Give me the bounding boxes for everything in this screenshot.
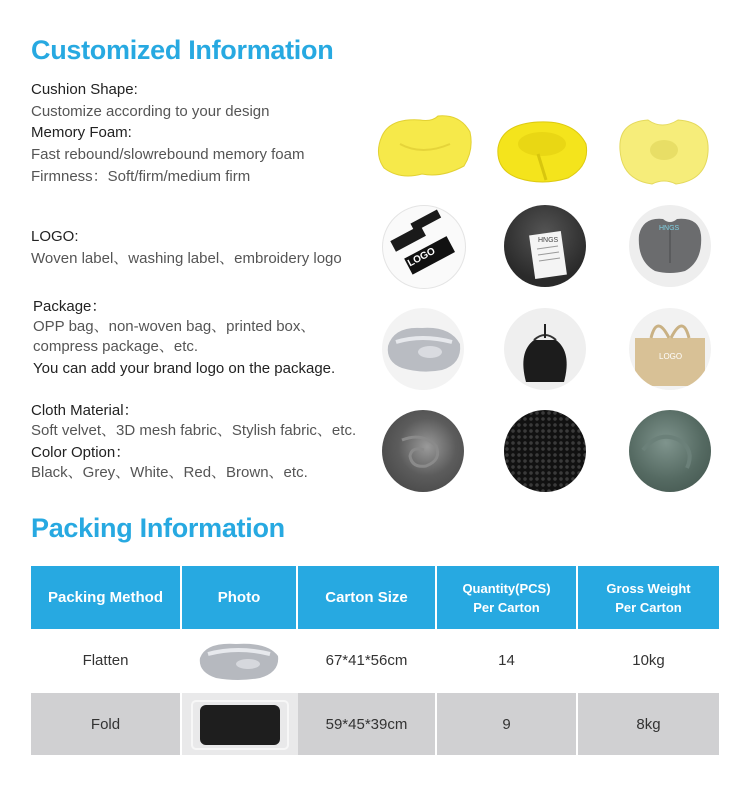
non-woven-bag-photo xyxy=(629,308,711,390)
stylish-fabric-photo xyxy=(629,410,711,492)
row-weight: 8kg xyxy=(577,692,719,755)
drawstring-bag-photo xyxy=(504,308,586,390)
firmness-text: Firmness：Soft/firm/medium firm xyxy=(31,168,251,185)
row-carton-size: 67*41*56cm xyxy=(297,629,436,692)
row-photo xyxy=(181,692,297,755)
logo-label: LOGO: xyxy=(31,228,79,245)
embroidery-logo-text: HNGS xyxy=(659,225,680,232)
header-quantity-line1: Quantity(PCS) xyxy=(462,580,551,596)
header-photo: Photo xyxy=(181,566,297,629)
mesh-fabric-photo xyxy=(504,410,586,492)
foam-cushion-photo-1 xyxy=(372,110,476,186)
memory-foam-label: Memory Foam: xyxy=(31,124,132,141)
color-option-text: Black、Grey、White、Red、Brown、etc. xyxy=(31,464,308,481)
customized-heading: Customized Information xyxy=(31,35,334,65)
cloth-material-text: Soft velvet、3D mesh fabric、Stylish fabric、etc. xyxy=(31,422,357,439)
soft-velvet-fabric-photo xyxy=(382,410,464,492)
header-weight-line1: Gross Weight xyxy=(606,580,691,596)
woven-label-logo-text: LOGO xyxy=(406,245,438,270)
washing-label-brand: HNGS xyxy=(538,237,559,244)
cushion-shape-text: Customize according to your design xyxy=(31,103,270,120)
table-header-row xyxy=(31,566,719,629)
opp-bag-photo xyxy=(382,308,464,390)
row-photo xyxy=(181,629,297,692)
package-label: Package： xyxy=(33,298,107,315)
cloth-material-label: Cloth Material： xyxy=(31,402,139,419)
packing-table xyxy=(31,566,719,755)
header-quantity-per-carton xyxy=(436,566,577,629)
header-packing-method: Packing Method xyxy=(31,566,181,629)
packing-heading: Packing Information xyxy=(31,513,285,543)
row-weight: 10kg xyxy=(577,629,719,692)
embroidery-logo-photo xyxy=(629,205,711,287)
header-quantity-line2: Per Carton xyxy=(473,599,540,615)
foam-cushion-photo-3 xyxy=(612,110,716,192)
row-carton-size: 59*45*39cm xyxy=(297,692,436,755)
woven-label-photo xyxy=(382,205,466,289)
package-brand-note: You can add your brand logo on the package. xyxy=(33,360,336,377)
row-method: Flatten xyxy=(31,629,181,692)
header-gross-weight-per-carton xyxy=(577,566,719,629)
package-text-line2: compress package、etc. xyxy=(33,338,199,355)
memory-foam-text: Fast rebound/slowrebound memory foam xyxy=(31,146,305,163)
row-quantity: 9 xyxy=(436,692,577,755)
table-row xyxy=(31,692,719,755)
foam-cushion-photo-2 xyxy=(492,114,592,188)
flatten-cushion-photo xyxy=(196,638,282,682)
washing-label-photo xyxy=(504,205,586,287)
logo-text: Woven label、washing label、embroidery logo xyxy=(31,250,342,267)
header-weight-line2: Per Carton xyxy=(615,599,682,615)
header-carton-size: Carton Size xyxy=(297,566,436,629)
color-option-label: Color Option： xyxy=(31,444,131,461)
cushion-shape-label: Cushion Shape: xyxy=(31,81,138,98)
row-quantity: 14 xyxy=(436,629,577,692)
table-row xyxy=(31,629,719,692)
package-text-line1: OPP bag、non-woven bag、printed box、 xyxy=(33,318,316,335)
fold-cushion-photo xyxy=(182,693,298,755)
row-method: Fold xyxy=(31,692,181,755)
non-woven-bag-logo: LOGO xyxy=(659,352,683,361)
